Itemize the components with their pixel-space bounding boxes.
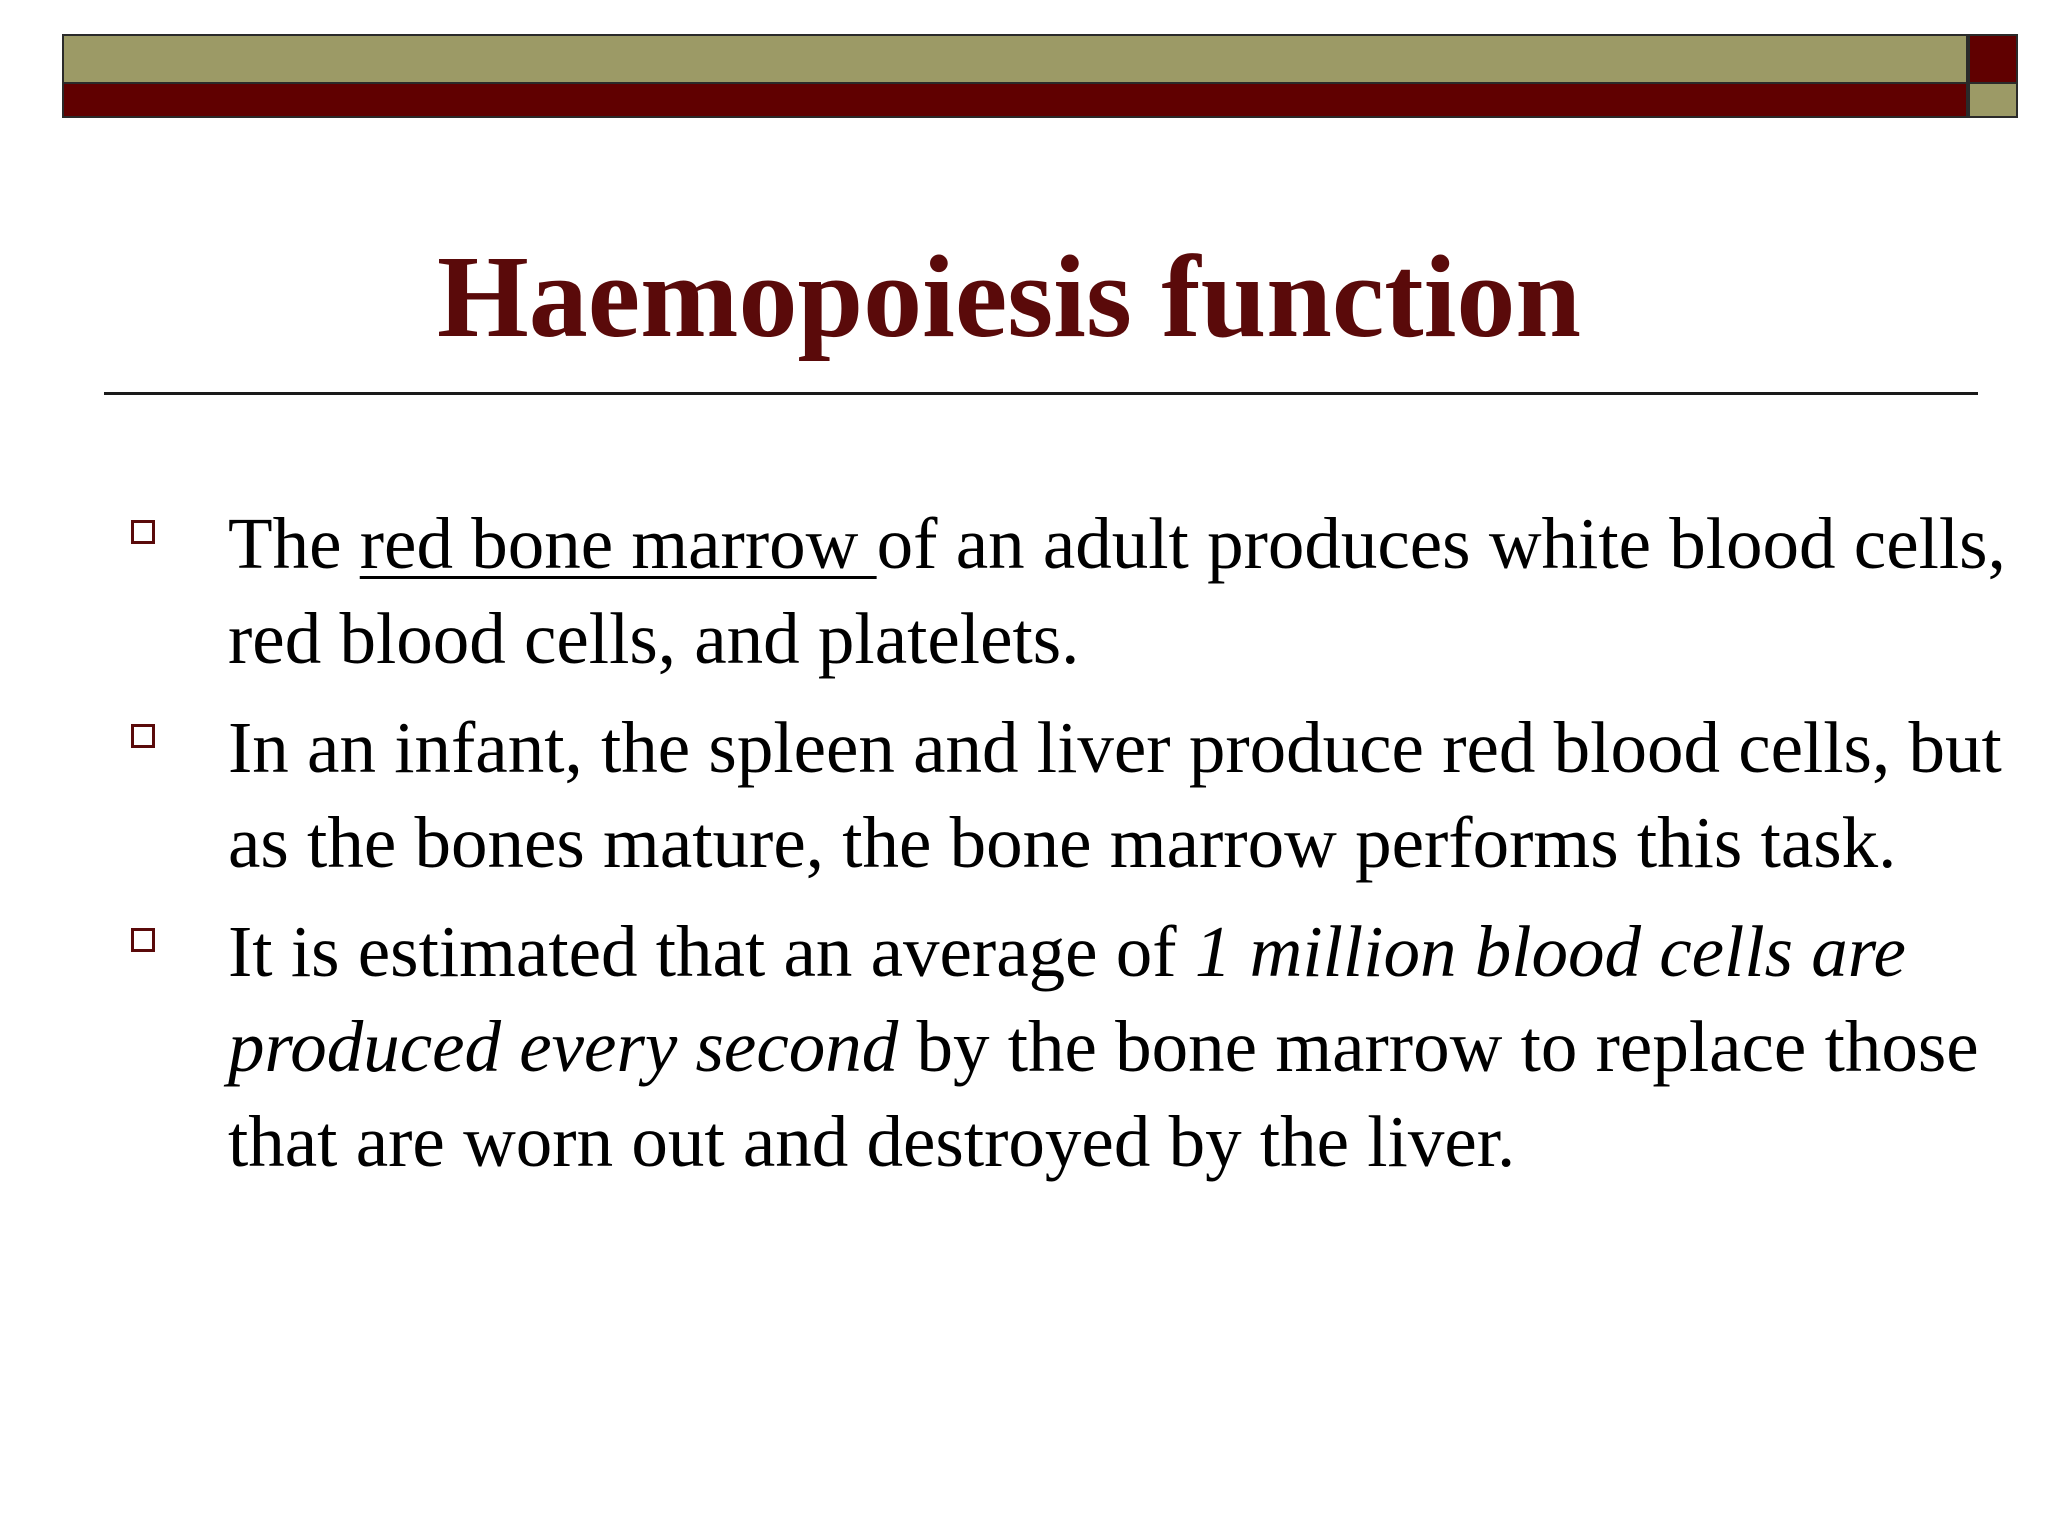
bullet-text-segment: by the bone marrow to replace those that are worn out and destroyed by the liver. xyxy=(228,1006,1979,1182)
banner-olive-bar xyxy=(62,34,1968,84)
bullet-text-segment: The xyxy=(228,503,360,584)
bullet-item xyxy=(0,904,2048,1189)
hollow-square-icon xyxy=(131,520,155,544)
bullet-text-underlined: red bone marrow xyxy=(359,503,877,584)
banner-corner-maroon-block xyxy=(1968,34,2018,84)
hollow-square-icon xyxy=(131,928,155,952)
bullet-text-segment: of an adult produces white blood cells, red blood cells, and platelets. xyxy=(228,503,2006,679)
hollow-square-icon xyxy=(131,724,155,748)
banner-maroon-bar xyxy=(62,84,1968,118)
bullet-item xyxy=(0,700,2048,890)
bullet-list xyxy=(0,496,2048,1203)
bullet-text: In an infant, the spleen and liver produce red blood cells, but as the bones mature, the bone marrow performs this task. xyxy=(228,707,2002,883)
bullet-item xyxy=(0,496,2048,686)
bullet-text-segment: It is estimated that an average of xyxy=(228,911,1195,992)
slide-title: Haemopoiesis function xyxy=(437,231,1581,362)
title-divider xyxy=(104,392,1978,395)
banner-corner-olive-block xyxy=(1968,84,2018,118)
bullet-text-italic: 1 million blood cells are produced every second xyxy=(228,911,1906,1087)
